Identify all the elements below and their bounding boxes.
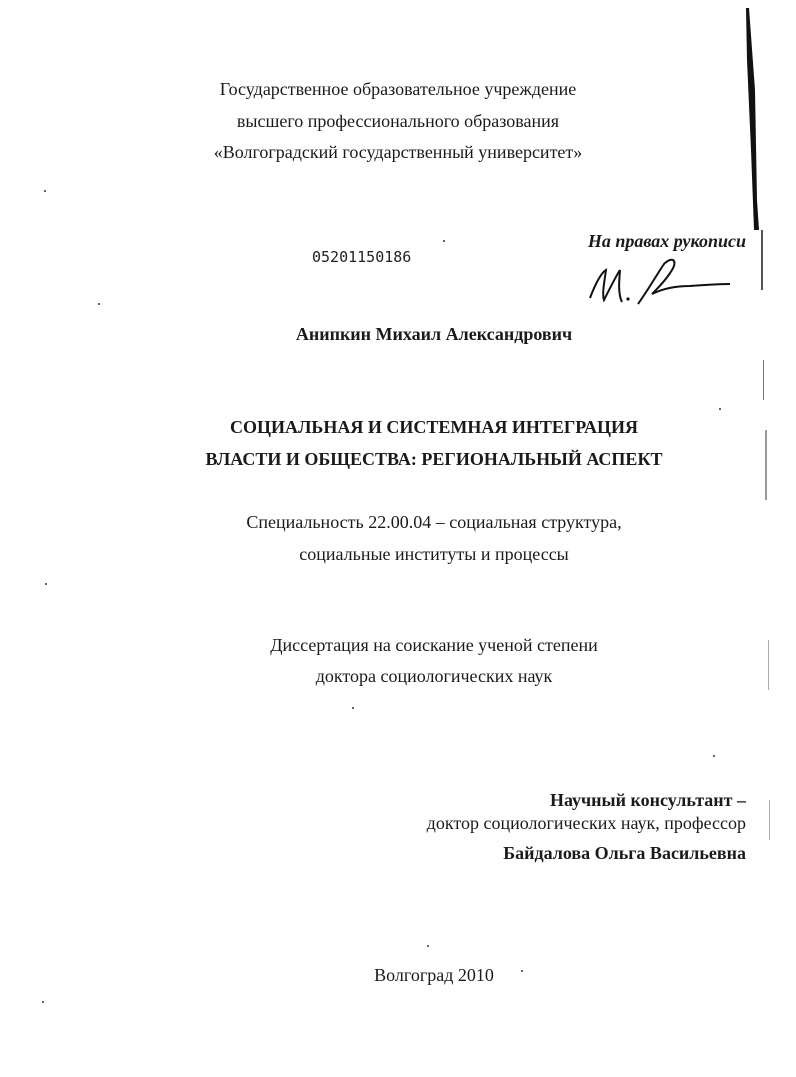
manuscript-note: На правах рукописи bbox=[587, 231, 746, 251]
consultant-heading: Научный консультант – bbox=[549, 790, 746, 810]
scan-speck bbox=[713, 755, 715, 757]
scan-speck bbox=[443, 240, 445, 242]
scan-speck bbox=[521, 970, 523, 972]
scan-speck bbox=[427, 945, 429, 947]
degree-line-1: Диссертация на соискание ученой степени bbox=[270, 635, 598, 655]
specialty-line-2: социальные институты и процессы bbox=[299, 544, 569, 564]
scan-speck bbox=[44, 190, 46, 192]
consultant-name: Байдалова Ольга Васильевна bbox=[503, 843, 746, 863]
scan-speck bbox=[42, 1001, 44, 1003]
degree-line-2: доктора социологических наук bbox=[315, 666, 553, 686]
scan-speck bbox=[45, 583, 47, 585]
institution-line-1: Государственное образовательное учреждение bbox=[219, 79, 577, 99]
city-year: Волгоград 2010 bbox=[374, 965, 494, 985]
scan-speck bbox=[352, 707, 354, 709]
specialty-line-1: Специальность 22.00.04 – социальная структура, bbox=[246, 512, 622, 532]
scan-speck bbox=[98, 303, 100, 305]
title-line-1: СОЦИАЛЬНАЯ И СИСТЕМНАЯ ИНТЕГРАЦИЯ bbox=[230, 417, 638, 437]
institution-line-3: «Волгоградский государственный университет» bbox=[213, 142, 583, 162]
serial-number: 05201150186 bbox=[312, 248, 412, 266]
institution-line-2: высшего профессионального образования bbox=[236, 111, 560, 131]
title-line-2: ВЛАСТИ И ОБЩЕСТВА: РЕГИОНАЛЬНЫЙ АСПЕКТ bbox=[205, 449, 663, 469]
scan-speck bbox=[719, 408, 721, 410]
consultant-credentials: доктор социологических наук, профессор bbox=[426, 813, 746, 833]
handwritten-signature bbox=[582, 254, 732, 314]
author-name: Анипкин Михаил Александрович bbox=[295, 324, 573, 344]
